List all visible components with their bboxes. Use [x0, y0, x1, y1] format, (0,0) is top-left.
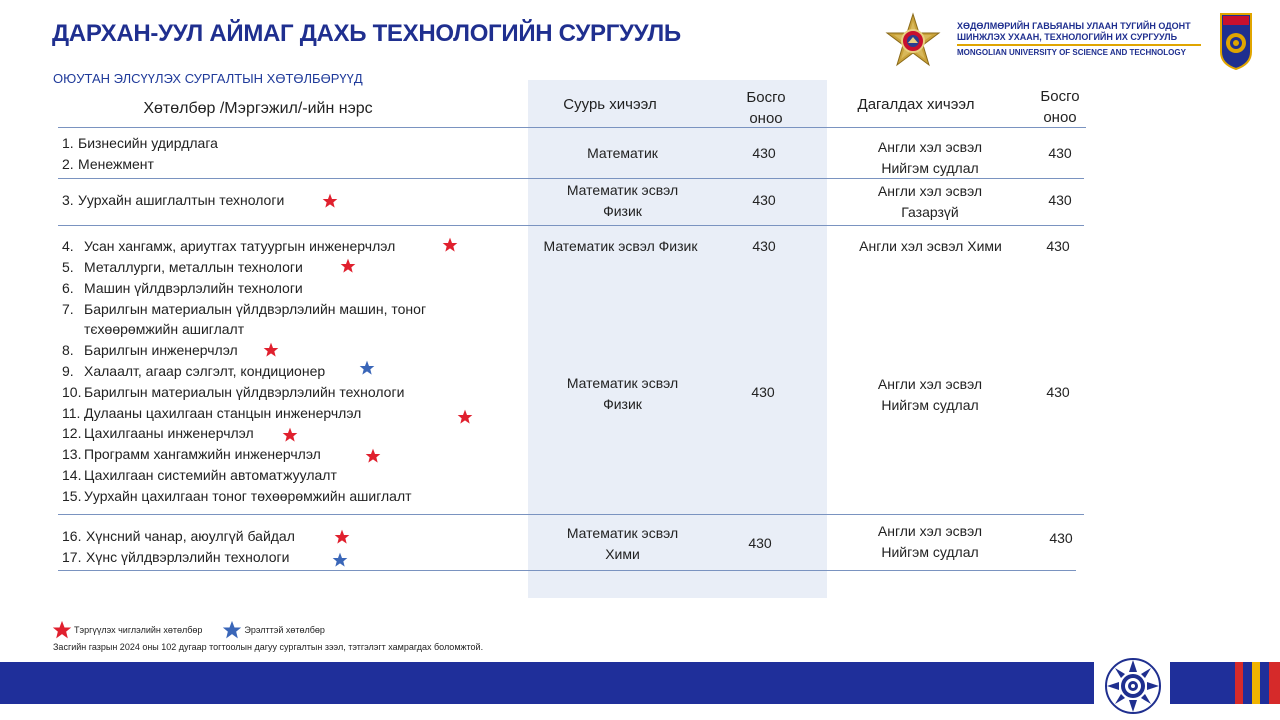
- program-number: 7.: [62, 300, 74, 317]
- program-number: 9.: [62, 362, 74, 379]
- secondary-subject-line: Англи хэл эсвэл: [877, 139, 983, 155]
- legend-valued-label: Эрэлттэй хөтөлбөр: [244, 625, 325, 635]
- priority-star-icon: [334, 529, 350, 545]
- base-subject-line: Хими: [605, 546, 640, 562]
- program-name: Усан хангамж, ариутгах татуургын инженерчлэл: [84, 238, 396, 254]
- program-name: Хүнс үйлдвэрлэлийн технологи: [86, 548, 290, 565]
- secondary-subject-cell: [845, 521, 1015, 563]
- base-subject-line: Математик эсвэл: [566, 525, 679, 541]
- program-number: 11.: [62, 404, 81, 421]
- university-name-line1: ХӨДӨЛМӨРИЙН ГАВЬЯАНЫ УЛААН ТУГИЙН ОДОНТ: [957, 21, 1191, 31]
- header-base-subject: Суурь хичээл: [563, 96, 657, 113]
- program-number: 2.: [62, 155, 74, 172]
- program-item: [62, 278, 426, 299]
- header-secondary-subject: Дагалдах хичээл: [857, 96, 975, 113]
- program-name: Программ хангамжийн инженерчлэл: [84, 446, 321, 463]
- program-item: [62, 486, 426, 507]
- program-group-3: [62, 236, 395, 257]
- header-threshold-2-line1: Босго: [1040, 88, 1080, 105]
- program-name: Хүнсний чанар, аюулгүй байдал: [86, 528, 295, 544]
- legend-priority-label: Тэргүүлэх чиглэлийн хөтөлбөр: [74, 625, 203, 635]
- program-number: 5.: [62, 259, 74, 275]
- priority-star-icon: [282, 427, 298, 443]
- program-item: [62, 133, 218, 154]
- threshold-1-cell: 430: [748, 535, 772, 551]
- header-threshold-1-line2: оноо: [749, 110, 783, 127]
- header-threshold-1: [726, 87, 806, 129]
- program-name: Барилгын материалын үйлдвэрлэлийн машин, тоног: [84, 300, 427, 317]
- valued-star-icon: [359, 360, 375, 376]
- header-threshold-2: [1020, 86, 1100, 128]
- program-number: 8.: [62, 342, 74, 359]
- header-threshold-1-line1: Босго: [746, 89, 786, 106]
- program-item: [62, 319, 426, 340]
- footer-stripe-red-2: [1269, 662, 1280, 704]
- threshold-2-cell: 430: [1046, 238, 1070, 254]
- footer-stripe-red: [1235, 662, 1243, 704]
- program-name: Машин үйлдвэрлэлийн технологи: [84, 279, 303, 296]
- program-item: [62, 257, 426, 278]
- university-emblem-icon: [1100, 656, 1166, 716]
- program-name: Цахилгааны инженерчлэл: [84, 425, 254, 442]
- base-subject-line: Математик эсвэл: [566, 375, 679, 391]
- university-shield-logo-icon: [1220, 12, 1252, 70]
- priority-star-icon: [340, 258, 356, 274]
- priority-star-icon: [322, 193, 338, 209]
- secondary-subject-line: Газарзүй: [901, 204, 959, 220]
- program-number: 12.: [62, 425, 82, 442]
- header-divider: [58, 127, 1086, 128]
- program-name: Металлурги, металлын технологи: [84, 259, 303, 275]
- program-item: [62, 526, 295, 547]
- program-name: Бизнесийн удирдлага: [78, 135, 218, 151]
- base-subject-cell: Математик: [587, 145, 658, 161]
- program-item: [62, 340, 426, 361]
- priority-star-icon: [263, 342, 279, 358]
- program-number: 13.: [62, 446, 82, 463]
- threshold-1-cell: 430: [751, 384, 775, 400]
- secondary-subject-cell: Англи хэл эсвэл Хими: [859, 238, 1002, 254]
- program-group-1: [62, 133, 218, 175]
- order-medal-icon: [884, 12, 942, 70]
- program-number: 15.: [62, 487, 82, 504]
- secondary-subject-line: Англи хэл эсвэл: [877, 523, 983, 539]
- university-divider: [957, 44, 1201, 46]
- program-item: [62, 154, 218, 175]
- program-number: 16.: [62, 528, 82, 544]
- group-divider: [58, 514, 1084, 515]
- secondary-subject-cell: [845, 181, 1015, 223]
- program-item: [62, 547, 295, 568]
- legend: [52, 620, 325, 640]
- secondary-subject-line: Англи хэл эсвэл: [877, 376, 983, 392]
- university-name-english: MONGOLIAN UNIVERSITY OF SCIENCE AND TECHNOLOGY: [957, 48, 1186, 57]
- program-item: [62, 382, 426, 403]
- program-item: [62, 299, 426, 320]
- page-subtitle: ОЮУТАН ЭЛСҮҮЛЭХ СУРГАЛТЫН ХӨТӨЛБӨРҮҮД: [53, 71, 363, 86]
- footer-bar: [0, 662, 1280, 704]
- base-subject-cell: [530, 523, 715, 565]
- program-name: Менежмент: [78, 155, 154, 172]
- secondary-subject-line: Англи хэл эсвэл: [877, 183, 983, 199]
- program-name: Уурхайн цахилгаан тоног төхөөрөмжийн ашиглалт: [84, 487, 412, 504]
- program-number: 6.: [62, 279, 74, 296]
- threshold-1-cell: 430: [752, 145, 776, 161]
- program-name: Барилгын инженерчлэл: [84, 342, 238, 359]
- program-item: [62, 465, 426, 486]
- base-subject-cell: [530, 373, 715, 415]
- header-program: Хөтөлбөр /Мэргэжил/-ийн нэрс: [143, 100, 373, 117]
- group-divider: [58, 225, 1084, 226]
- secondary-subject-line: Нийгэм судлал: [881, 160, 979, 176]
- program-number: [62, 319, 84, 340]
- threshold-1-cell: 430: [752, 238, 776, 254]
- program-item: [62, 236, 395, 257]
- threshold-2-cell: 430: [1048, 192, 1072, 208]
- group-divider: [58, 570, 1076, 571]
- university-name-line2: ШИНЖЛЭХ УХААН, ТЕХНОЛОГИЙН ИХ СУРГУУЛЬ: [957, 32, 1178, 42]
- base-subject-cell: Математик эсвэл Физик: [543, 238, 698, 254]
- program-group-5: [62, 526, 295, 568]
- program-name: Цахилгаан системийн автоматжуулалт: [84, 466, 337, 483]
- legend-note: Засгийн газрын 2024 оны 102 дугаар тогтоолын дагуу сургалтын зээл, тэтгэлэгт хамрагдах боломжтой.: [53, 642, 484, 652]
- priority-star-icon: [442, 237, 458, 253]
- program-item: [62, 423, 426, 444]
- program-number: 4.: [62, 238, 74, 254]
- secondary-subject-line: Нийгэм судлал: [881, 397, 979, 413]
- base-subject-line: Физик: [603, 203, 642, 219]
- priority-star-icon: [457, 409, 473, 425]
- program-number: 17.: [62, 548, 82, 565]
- secondary-subject-cell: [845, 374, 1015, 416]
- program-number: 1.: [62, 135, 74, 151]
- threshold-1-cell: 430: [752, 192, 776, 208]
- program-name: тєхөөрөмжийн ашиглалт: [84, 321, 245, 338]
- program-number: 14.: [62, 466, 82, 483]
- program-number: 10.: [62, 383, 82, 400]
- valued-star-icon: [222, 620, 242, 640]
- program-number: 3.: [62, 192, 74, 208]
- base-subject-line: Физик: [603, 396, 642, 412]
- secondary-subject-cell: [845, 137, 1015, 179]
- threshold-2-cell: 430: [1049, 530, 1073, 546]
- program-name: Халаалт, агаар сэлгэлт, кондиционер: [84, 362, 326, 379]
- page-title: ДАРХАН-УУЛ АЙМАГ ДАХЬ ТЕХНОЛОГИЙН СУРГУУЛЬ: [52, 20, 681, 47]
- priority-star-icon: [52, 620, 72, 640]
- threshold-2-cell: 430: [1048, 145, 1072, 161]
- program-group-4: [62, 257, 426, 507]
- valued-star-icon: [332, 552, 348, 568]
- program-group-2: [62, 190, 284, 211]
- program-item: [62, 190, 284, 211]
- program-name: Дулааны цахилгаан станцын инженерчлэл: [84, 404, 362, 421]
- footer-stripe-yellow: [1252, 662, 1260, 704]
- threshold-2-cell: 430: [1046, 384, 1070, 400]
- priority-star-icon: [365, 448, 381, 464]
- base-subject-cell: [530, 180, 715, 222]
- program-name: Барилгын материалын үйлдвэрлэлийн технологи: [84, 383, 405, 400]
- group-divider: [58, 178, 1084, 179]
- base-subject-line: Математик эсвэл: [566, 182, 679, 198]
- university-header: [884, 12, 1214, 72]
- university-name: [957, 21, 1207, 57]
- program-name: Уурхайн ашиглалтын технологи: [78, 192, 285, 208]
- program-item: [62, 403, 426, 424]
- header-threshold-2-line2: оноо: [1043, 109, 1077, 126]
- secondary-subject-line: Нийгэм судлал: [881, 544, 979, 560]
